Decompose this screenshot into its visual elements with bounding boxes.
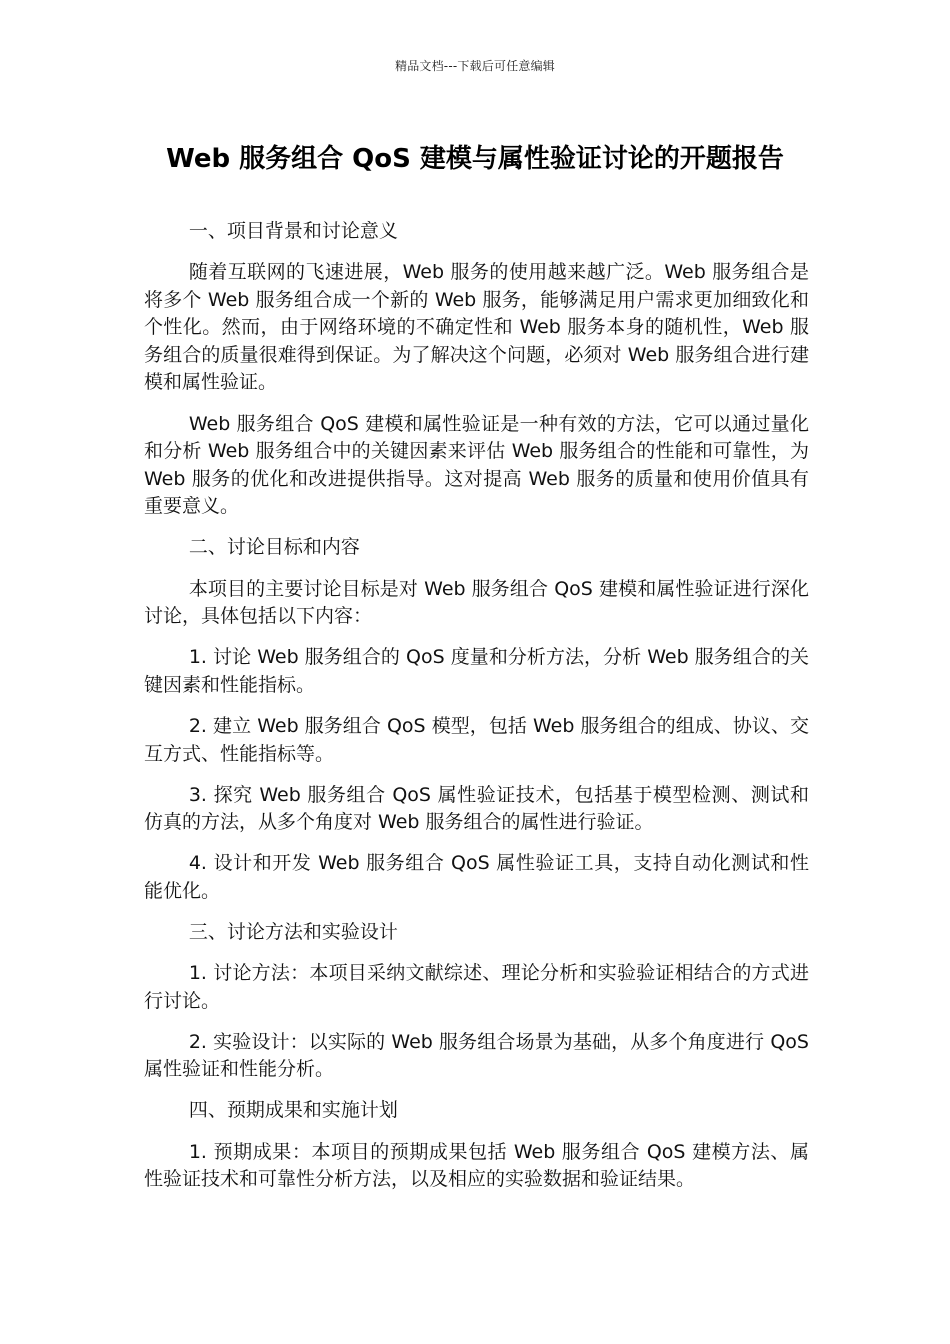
- document-title: Web 服务组合 QoS 建模与属性验证讨论的开题报告: [166, 144, 784, 174]
- list-item-method-1: 1. 讨论方法：本项目采纳文献综述、理论分析和实验验证相结合的方式进行讨论。: [144, 962, 809, 1012]
- paragraph-background-1: 随着互联网的飞速进展，Web 服务的使用越来越广泛。Web 服务组合是将多个 Web 服务组合成一个新的 Web 服务，能够满足用户需求更加细致化和个性化。然而，由于网络环境的不确定性和 Web 服务本身的随机性，Web 服务组合的质量很难得到保证。为了解决这个问题，必须对 Web 服务组合进行建模和属性验证。: [144, 261, 809, 394]
- paragraph-background-2: Web 服务组合 QoS 建模和属性验证是一种有效的方法，它可以通过量化和分析 Web 服务组合中的关键因素来评估 Web 服务组合的性能和可靠性，为 Web 服务的优化和改进提供指导。这对提高 Web 服务的质量和使用价值具有重要意义。: [144, 412, 809, 518]
- list-item-goal-2: 2. 建立 Web 服务组合 QoS 模型，包括 Web 服务组合的组成、协议、交互方式、性能指标等。: [144, 714, 809, 765]
- list-item-outcome-1: 1. 预期成果：本项目的预期成果包括 Web 服务组合 QoS 建模方法、属性验证技术和可靠性分析方法，以及相应的实验数据和验证结果。: [144, 1140, 809, 1191]
- list-item-method-2: 2. 实验设计：以实际的 Web 服务组合场景为基础，从多个角度进行 QoS 属性验证和性能分析。: [144, 1030, 809, 1081]
- section-heading-methods: 三、讨论方法和实验设计: [188, 920, 398, 943]
- list-item-goal-3: 3. 探究 Web 服务组合 QoS 属性验证技术，包括基于模型检测、测试和仿真的方法，从多个角度对 Web 服务组合的属性进行验证。: [144, 783, 809, 834]
- section-heading-outcomes: 四、预期成果和实施计划: [188, 1099, 398, 1122]
- paragraph-goals-intro: 本项目的主要讨论目标是对 Web 服务组合 QoS 建模和属性验证进行深化讨论，具体包括以下内容：: [144, 577, 809, 628]
- list-item-goal-4: 4. 设计和开发 Web 服务组合 QoS 属性验证工具，支持自动化测试和性能优化。: [144, 852, 809, 902]
- section-heading-background: 一、项目背景和讨论意义: [188, 220, 398, 242]
- list-item-goal-1: 1. 讨论 Web 服务组合的 QoS 度量和分析方法，分析 Web 服务组合的关键因素和性能指标。: [144, 646, 809, 696]
- header-note: 精品文档---下载后可任意编辑: [395, 59, 555, 73]
- section-heading-goals: 二、讨论目标和内容: [188, 536, 360, 559]
- document-body: [144, 218, 809, 1207]
